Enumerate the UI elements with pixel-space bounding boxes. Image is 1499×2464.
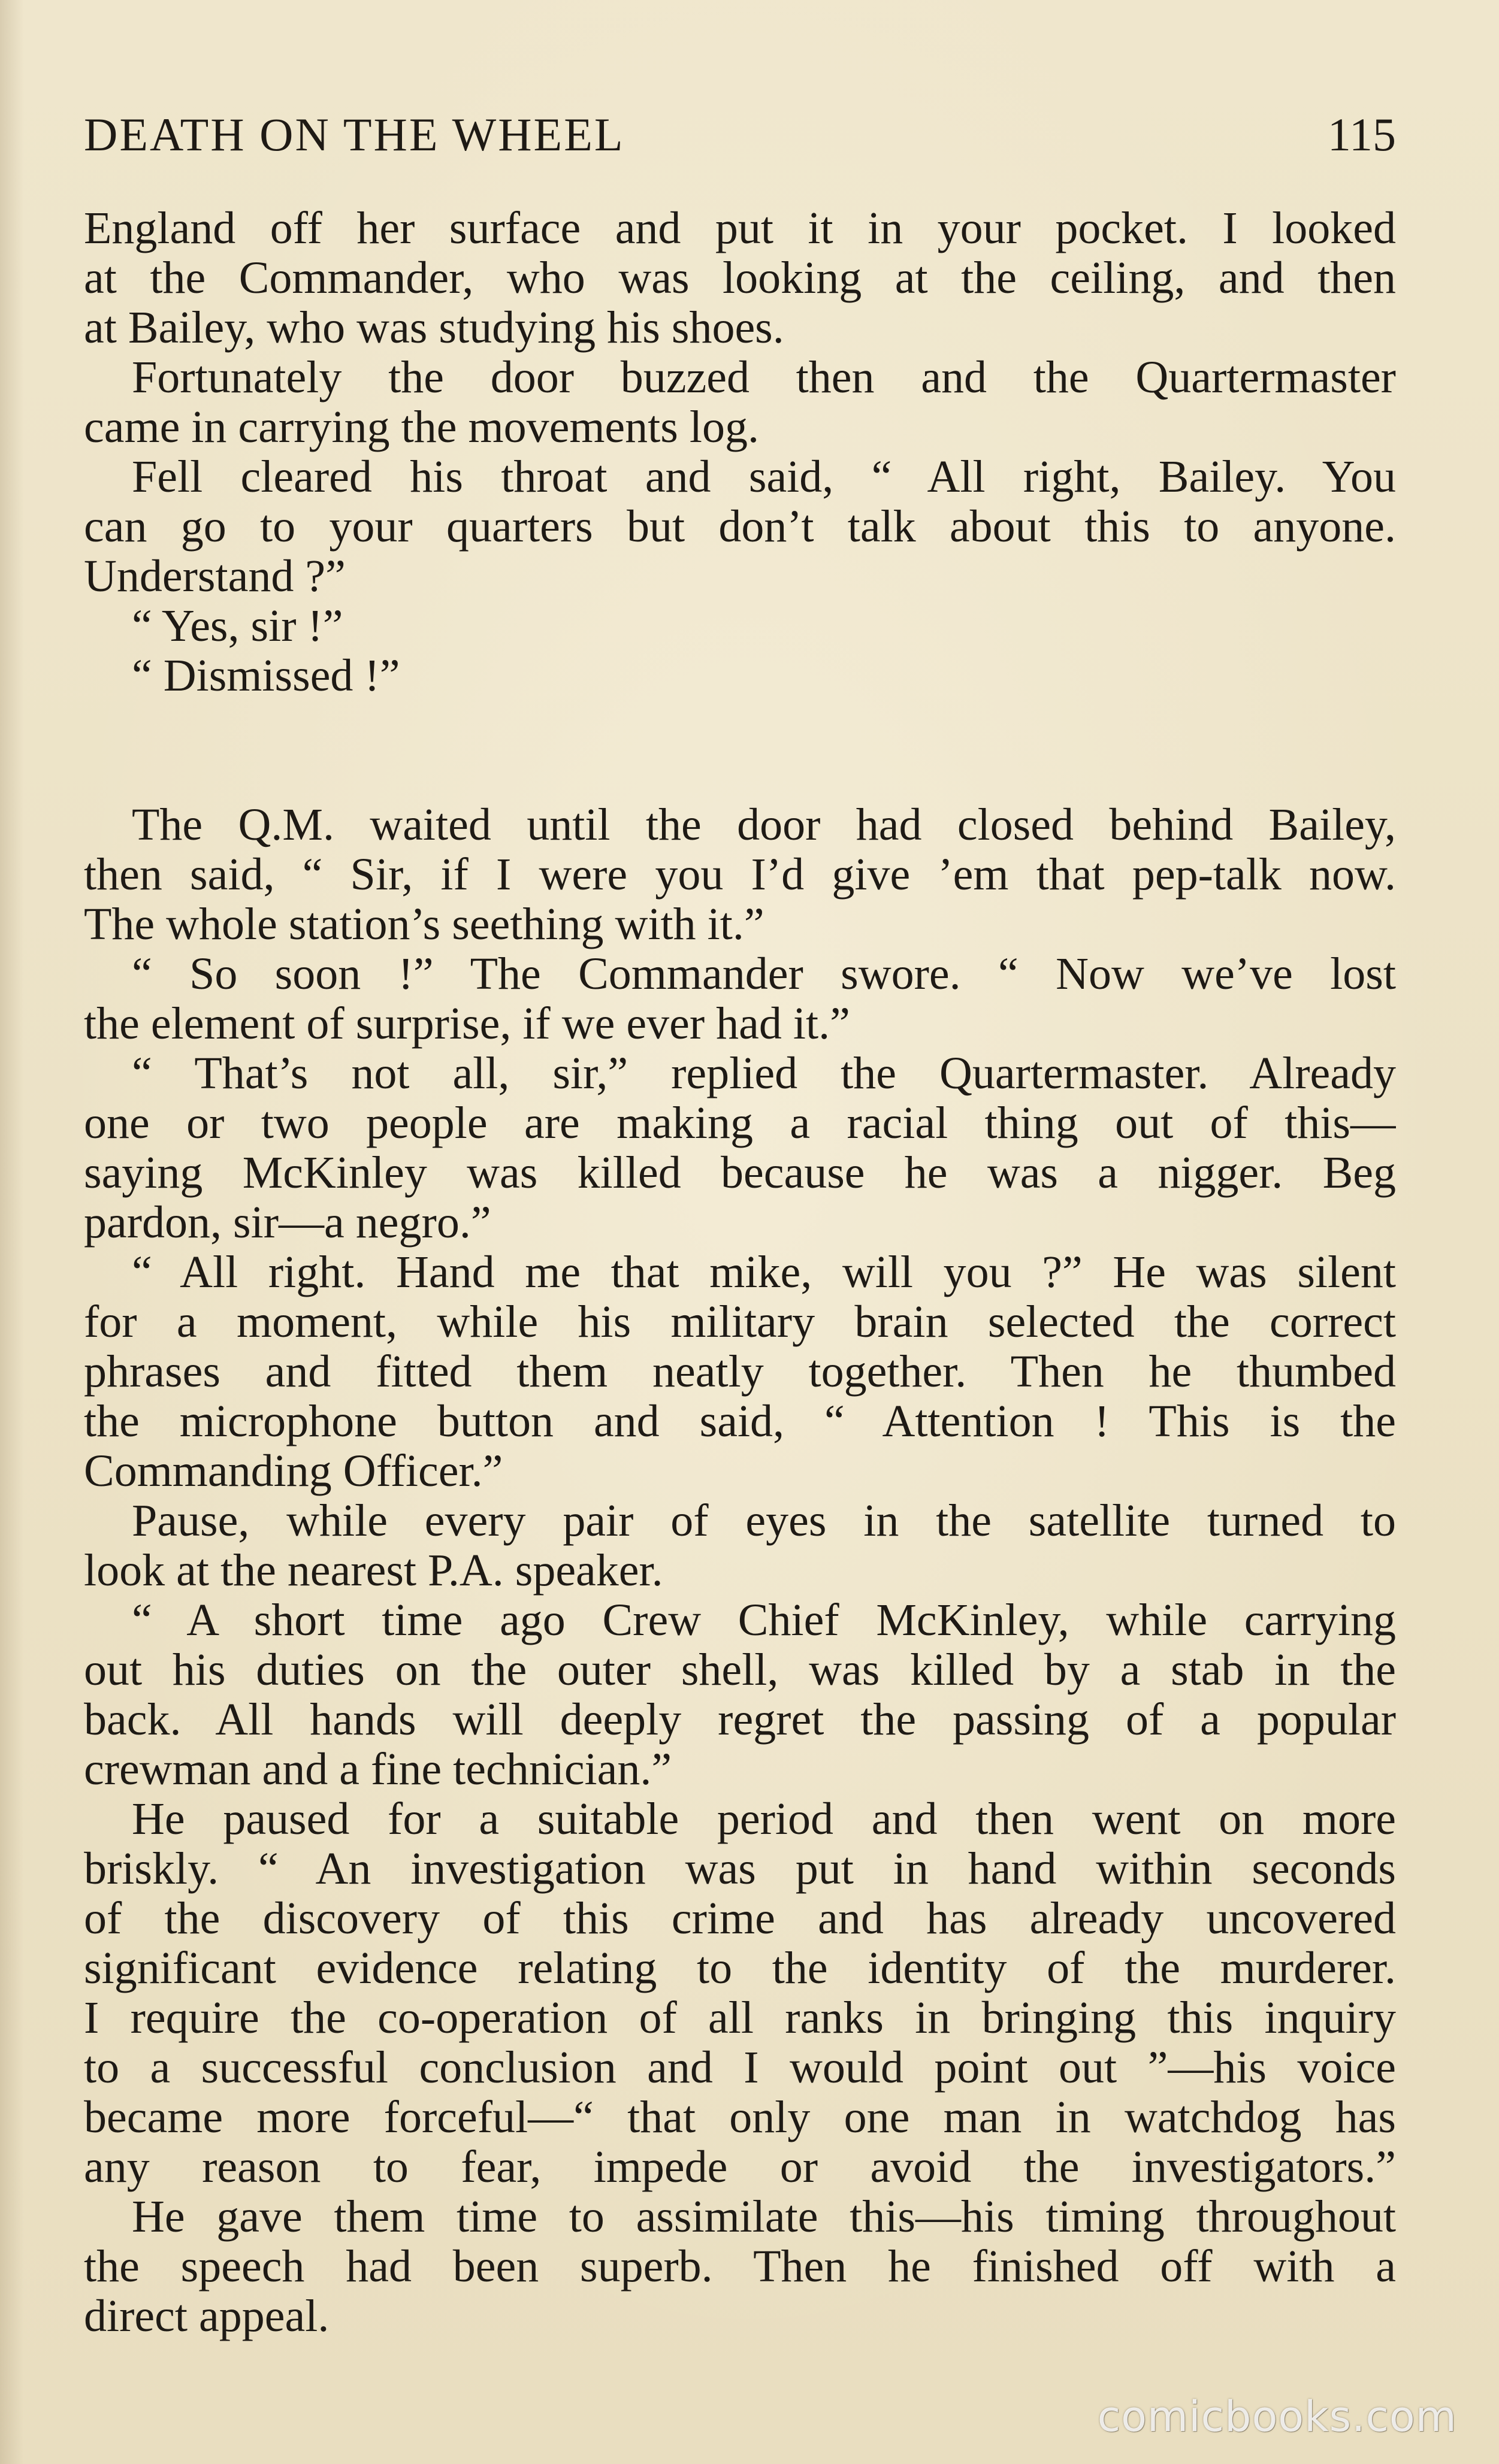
- text-line: The Q.M. waited until the door had closed behind Bailey,: [132, 800, 1396, 850]
- text-line: “ That’s not all, sir,” replied the Quartermaster. Already: [132, 1049, 1396, 1098]
- text-line: came in carrying the movements log.: [84, 402, 759, 452]
- text-line: the element of surprise, if we ever had it.”: [84, 999, 850, 1049]
- text-line: any reason to fear, impede or avoid the investigators.”: [84, 2142, 1396, 2192]
- text-line: crewman and a fine technician.”: [84, 1745, 672, 1794]
- text-line: briskly. “ An investigation was put in hand within seconds: [84, 1844, 1396, 1894]
- watermark: comicbooks.com: [1097, 2392, 1457, 2441]
- text-line: He gave them time to assimilate this—his timing throughout: [132, 2192, 1396, 2242]
- text-line: Fell cleared his throat and said, “ All right, Bailey. You: [132, 452, 1396, 502]
- text-line: “ So soon !” The Commander swore. “ Now we’ve lost: [132, 949, 1396, 999]
- text-line: look at the nearest P.A. speaker.: [84, 1546, 663, 1596]
- text-line: Commanding Officer.”: [84, 1446, 503, 1496]
- text-line: England off her surface and put it in your pocket. I looked: [84, 204, 1396, 253]
- text-line: I require the co-operation of all ranks in bringing this inquiry: [84, 1993, 1396, 2043]
- text-line: Pause, while every pair of eyes in the satellite turned to: [132, 1496, 1396, 1546]
- text-line: then said, “ Sir, if I were you I’d give ’em that pep-talk now.: [84, 850, 1396, 900]
- text-line: back. All hands will deeply regret the passing of a popular: [84, 1695, 1396, 1745]
- text-line: for a moment, while his military brain selected the correct: [84, 1297, 1396, 1347]
- text-line: “ Yes, sir !”: [132, 601, 343, 651]
- text-line: “ Dismissed !”: [132, 651, 400, 701]
- text-line: He paused for a suitable period and then went on more: [132, 1794, 1396, 1844]
- text-line: one or two people are making a racial thing out of this—: [84, 1098, 1396, 1148]
- text-line: The whole station’s seething with it.”: [84, 900, 764, 949]
- text-line: of the discovery of this crime and has already uncovered: [84, 1894, 1396, 1944]
- text-line: became more forceful—“ that only one man in watchdog has: [84, 2093, 1396, 2142]
- section-break: [84, 701, 1396, 800]
- text-line: significant evidence relating to the identity of the murderer.: [84, 1944, 1396, 1993]
- text-line: Fortunately the door buzzed then and the Quartermaster: [132, 353, 1396, 402]
- text-line: at the Commander, who was looking at the ceiling, and then: [84, 253, 1396, 303]
- body-text: [84, 204, 1396, 2341]
- text-line: the microphone button and said, “ Attention ! This is the: [84, 1397, 1396, 1446]
- text-line: saying McKinley was killed because he was a nigger. Beg: [84, 1148, 1396, 1198]
- page-header: [84, 108, 1396, 162]
- running-head: DEATH ON THE WHEEL: [84, 108, 625, 161]
- text-line: phrases and fitted them neatly together. Then he thumbed: [84, 1347, 1396, 1397]
- text-line: out his duties on the outer shell, was killed by a stab in the: [84, 1645, 1396, 1695]
- text-line: “ A short time ago Crew Chief McKinley, while carrying: [132, 1596, 1396, 1645]
- text-line: “ All right. Hand me that mike, will you ?” He was silent: [132, 1248, 1396, 1297]
- text-line: direct appeal.: [84, 2292, 330, 2341]
- text-line: the speech had been superb. Then he finished off with a: [84, 2242, 1396, 2292]
- page-edge-shadow: [0, 0, 24, 2464]
- text-line: to a successful conclusion and I would point out ”—his voice: [84, 2043, 1396, 2093]
- text-line: pardon, sir—a negro.”: [84, 1198, 491, 1248]
- text-line: Understand ?”: [84, 552, 346, 601]
- page-number: 115: [1327, 108, 1396, 161]
- text-line: at Bailey, who was studying his shoes.: [84, 303, 784, 353]
- text-line: can go to your quarters but don’t talk about this to anyone.: [84, 502, 1396, 552]
